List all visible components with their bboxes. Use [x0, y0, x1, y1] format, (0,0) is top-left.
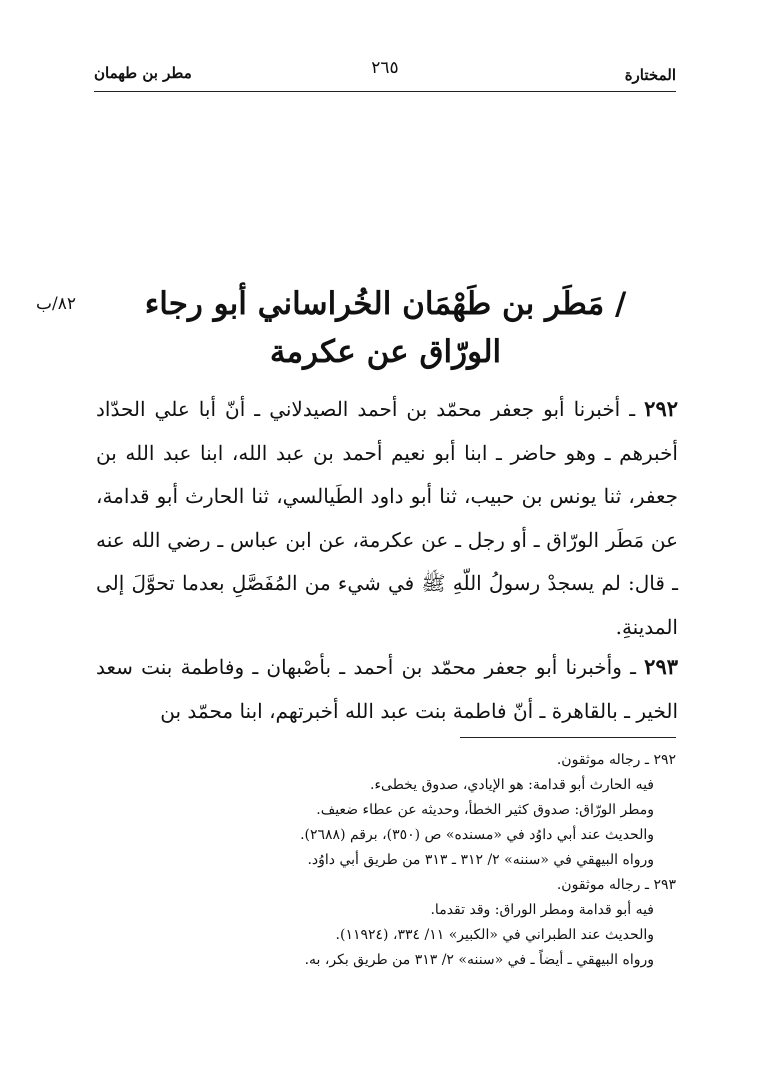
header-rule — [94, 91, 676, 92]
page-number: ٢٦٥ — [371, 58, 399, 78]
footnote-head: ٢٩٢ ـ رجاله موثقون. — [556, 752, 676, 768]
running-header — [94, 58, 676, 88]
footnote-line: فيه الحارث أبو قدامة: هو الإيادي، صدوق يخطىء. — [370, 777, 654, 793]
footnote-block — [190, 748, 676, 973]
hadith-paragraph — [96, 645, 678, 733]
header-book-title: المختارة — [624, 66, 676, 84]
footnote-line: ورواه البيهقي ـ أيضاً ـ في «سننه» ٢/ ٣١٣ من طريق بكر، به. — [304, 952, 654, 968]
footnote-line: ومطر الورّاق: صدوق كثير الخطأ، وحديثه عن عطاء ضعيف. — [316, 802, 654, 818]
hadith-paragraph — [96, 387, 678, 649]
footnote-line: فيه أبو قدامة ومطر الوراق: وقد تقدما. — [430, 902, 654, 918]
margin-folio-note: ٨٢/ب — [36, 294, 76, 314]
chapter-title: / مَطَر بن طَهْمَان الخُراساني أبو رجاء الورّاق عن عكرمة — [144, 286, 627, 370]
footnote-line: والحديث عند أبي داوُد في «مسنده» ص (٣٥٠)، برقم (٢٦٨٨). — [300, 827, 654, 843]
hadith-text: ـ وأخبرنا أبو جعفر محمّد بن أحمد ـ بأصْبهان ـ وفاطمة بنت سعد الخير ـ بالقاهرة ـ أنّ فاطمة بنت عبد الله أخبرتهم، ابنا محمّد بن — [96, 655, 678, 723]
footnote-rule — [460, 737, 676, 738]
footnote-line: ورواه البيهقي في «سننه» ٢/ ٣١٢ ـ ٣١٣ من طريق أبي داوُد. — [307, 852, 654, 868]
hadith-text: ـ أخبرنا أبو جعفر محمّد بن أحمد الصيدلاني ـ أنّ أبا علي الحدّاد أخبرهم ـ وهو حاضر ـ ابنا أبو نعيم أحمد بن عبد الله، ابنا عبد الله بن جعفر، ثنا يونس بن حبيب، ثنا أبو داود الطَيالسي، ثنا الحارث أبو قدامة، عن مَطَر الورّاق ـ أو رجل ـ عن عكرمة، عن ابن عباس ـ رضي الله عنه ـ قال: لم يسجدْ رسولُ اللّهِ ﷺ في شيء من المُفَصَّلِ بعدما تحوَّلَ إلى المدينةِ. — [96, 397, 678, 639]
footnote-head: ٢٩٣ ـ رجاله موثقون. — [556, 877, 676, 893]
footnote-line: والحديث عند الطبراني في «الكبير» ١١/ ٣٣٤، (١١٩٢٤). — [335, 927, 654, 943]
hadith-number: ٢٩٢ — [644, 396, 679, 421]
hadith-number: ٢٩٣ — [644, 654, 679, 679]
header-section-title: مطر بن طهمان — [94, 64, 192, 82]
